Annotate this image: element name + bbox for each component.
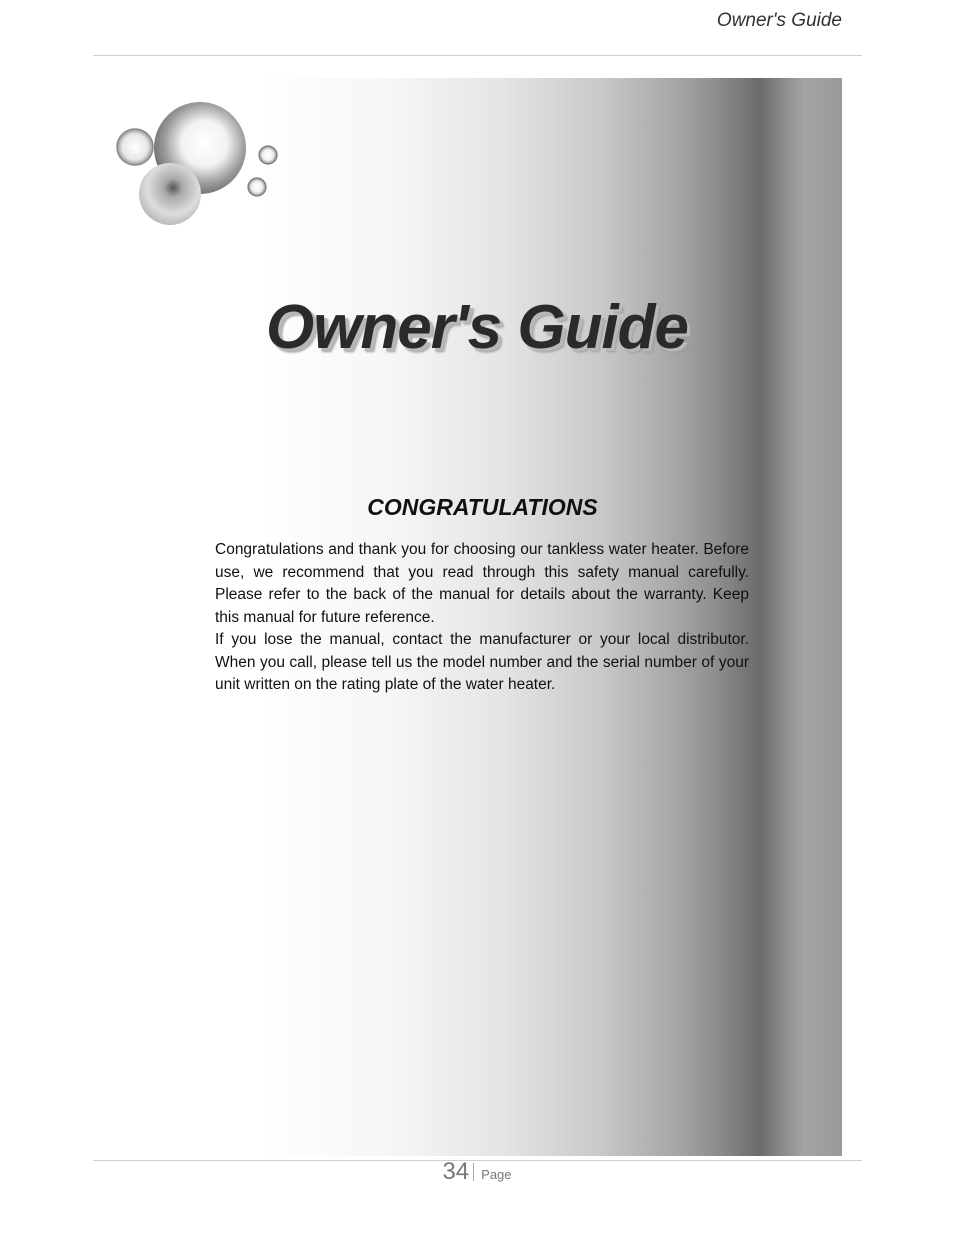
header-rule	[93, 55, 862, 56]
body-text	[215, 539, 749, 697]
section-heading: CONGRATULATIONS	[367, 494, 598, 520]
page-separator	[473, 1163, 474, 1181]
paragraph: Congratulations and thank you for choosing our tankless water heater. Before use, we recommend that you read through this safety manual carefully. Please refer to the back of the manual for details about the warranty. Keep this manual for future reference.	[215, 541, 749, 626]
page-label: Page	[481, 1167, 512, 1182]
bubbles-decoration-icon	[110, 95, 290, 235]
footer	[0, 1158, 954, 1186]
header-title: Owner's Guide	[716, 10, 842, 31]
paragraph: If you lose the manual, contact the manufacturer or your local distributor. When you call, please tell us the model number and the serial number of your unit written on the rating plate of the water heater.	[215, 631, 749, 693]
document-title: Owner's Guide	[265, 293, 689, 362]
page-number: 34	[442, 1158, 470, 1185]
